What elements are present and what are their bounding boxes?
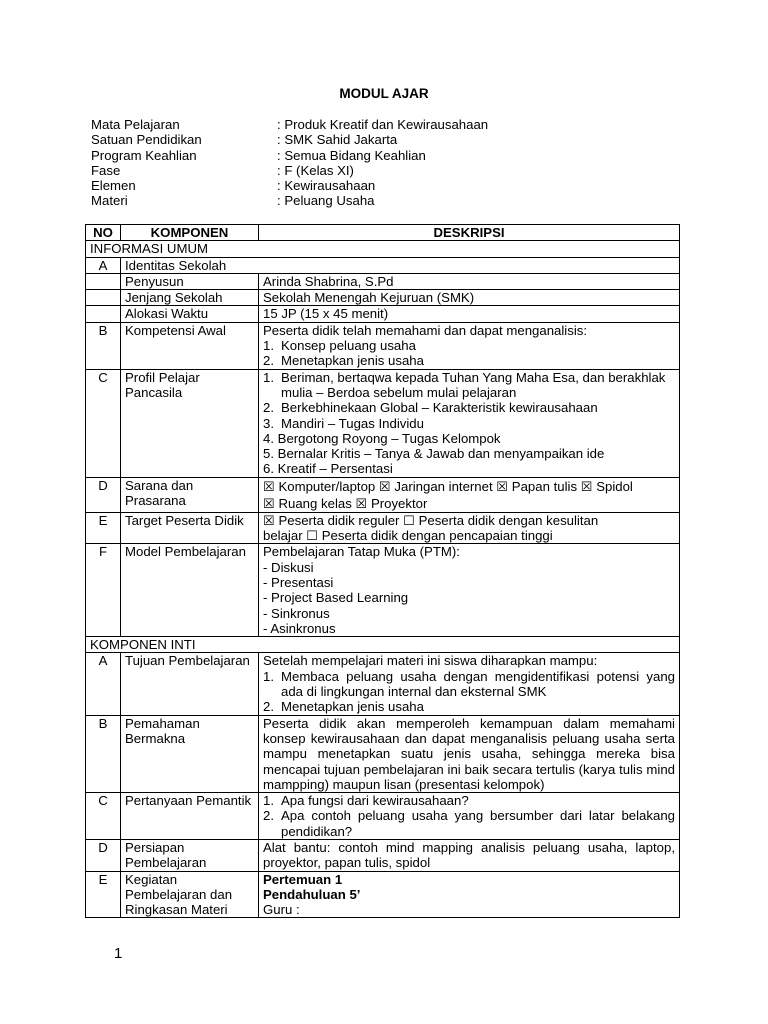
- table-row-jenjang: [86, 290, 680, 306]
- table-row-alokasi: [86, 306, 680, 322]
- row-deskripsi: Sekolah Menengah Kejuruan (SMK): [259, 290, 680, 306]
- meta-row-program-keahlian: [91, 148, 691, 163]
- row-deskripsi: [259, 793, 680, 840]
- row-no: C: [86, 793, 121, 840]
- item-text: Menetapkan jenis usaha: [281, 699, 424, 715]
- list-item: [263, 446, 675, 461]
- item-text: Konsep peluang usaha: [281, 338, 416, 354]
- meta-row-mata-pelajaran: [91, 117, 691, 132]
- row-deskripsi: Arinda Shabrina, S.Pd: [259, 273, 680, 289]
- module-info: [91, 117, 691, 209]
- row-komponen: Tujuan Pembelajaran: [121, 653, 259, 715]
- row-komponen: Identitas Sekolah: [121, 257, 680, 273]
- table-row-penyusun: [86, 273, 680, 289]
- header-deskripsi: DESKRIPSI: [259, 225, 680, 241]
- checkbox-line: ☒ Ruang kelas ☒ Proyektor: [263, 495, 428, 511]
- table-row-pertanyaan: [86, 793, 680, 840]
- row-deskripsi: 15 JP (15 x 45 menit): [259, 306, 680, 322]
- row-deskripsi: [259, 369, 680, 477]
- row-deskripsi: [259, 322, 680, 369]
- table-row-kompetensi-awal: [86, 322, 680, 369]
- list-item: - Project Based Learning: [263, 590, 409, 606]
- section-title: INFORMASI UMUM: [86, 241, 680, 257]
- list-item: [263, 793, 675, 808]
- list-item: [263, 669, 675, 700]
- row-no: D: [86, 477, 121, 512]
- checkbox-line: ☒ Komputer/laptop ☒ Jaringan internet ☒ Papan tulis ☒ Spidol: [263, 478, 633, 494]
- item-text: Apa fungsi dari kewirausahaan?: [281, 793, 469, 809]
- meta-label: Materi: [91, 193, 128, 209]
- row-deskripsi: [259, 544, 680, 637]
- role-label: Guru :: [263, 902, 300, 918]
- row-no: A: [86, 257, 121, 273]
- numbered-list: [263, 793, 675, 839]
- meta-label: Program Keahlian: [91, 147, 197, 163]
- row-komponen: Kegiatan Pembelajaran dan Ringkasan Materi: [121, 871, 259, 918]
- row-no-empty: [86, 290, 121, 306]
- list-item: - Sinkronus: [263, 605, 330, 621]
- desc-intro: Setelah mempelajari materi ini siswa diharapkan mampu:: [263, 653, 598, 669]
- row-deskripsi: Alat bantu: contoh mind mapping analisis peluang usaha, laptop, proyektor, papan tulis, spidol: [259, 839, 680, 871]
- item-text: 6. Kreatif – Persentasi: [263, 461, 393, 477]
- meta-row-materi: [91, 193, 691, 208]
- table-row-model: [86, 544, 680, 637]
- row-no-empty: [86, 273, 121, 289]
- meta-value: : SMK Sahid Jakarta: [277, 132, 398, 148]
- row-no: B: [86, 322, 121, 369]
- list-item: [263, 338, 675, 353]
- row-no: A: [86, 653, 121, 715]
- meta-label: Elemen: [91, 178, 136, 194]
- desc-intro: Peserta didik telah memahami dan dapat menganalisis:: [263, 322, 588, 338]
- item-number: 2.: [263, 400, 274, 416]
- item-text: 5. Bernalar Kritis – Tanya & Jawab dan menyampaikan ide: [263, 446, 605, 462]
- meta-row-fase: [91, 163, 691, 178]
- list-item: - Diskusi: [263, 559, 314, 575]
- item-text: Membaca peluang usaha dengan mengidentifikasi potensi yang ada di lingkungan internal dan eksternal SMK: [281, 668, 675, 700]
- row-komponen: Model Pembelajaran: [121, 544, 259, 637]
- table-header-row: [86, 225, 680, 241]
- table-row-profil-pelajar: [86, 369, 680, 477]
- document-title: MODUL AJAR: [339, 86, 429, 101]
- row-komponen: Target Peserta Didik: [121, 512, 259, 544]
- table-row-kegiatan: [86, 871, 680, 918]
- row-no: E: [86, 871, 121, 918]
- table-row-persiapan: [86, 839, 680, 871]
- list-item: [263, 416, 675, 431]
- item-number: 1.: [263, 369, 274, 385]
- row-deskripsi: Peserta didik akan memperoleh kemampuan dalam memahami konsep kewirausahaan dan dapat menganalisis peluang usaha serta mampu menetapkan suatu jenis usaha, sehingga mereka bisa mencapai tujuan pembelajaran ini baik secara tertulis (karya tulis mind mampping) maupun lisan (presentasi kelompok): [259, 715, 680, 792]
- list-item: [263, 370, 675, 401]
- item-text: Berkebhinekaan Global – Karakteristik kewirausahaan: [281, 400, 598, 416]
- table-row-tujuan: [86, 653, 680, 715]
- header-komponen: KOMPONEN: [121, 225, 259, 241]
- item-text: 4. Bergotong Royong – Tugas Kelompok: [263, 430, 501, 446]
- table-row-pemahaman: [86, 715, 680, 792]
- row-komponen: Jenjang Sekolah: [121, 290, 259, 306]
- item-number: 2.: [263, 808, 274, 824]
- table-row-target-peserta: [86, 512, 680, 544]
- row-komponen: Alokasi Waktu: [121, 306, 259, 322]
- section-row-komponen-inti: [86, 637, 680, 653]
- item-number: 1.: [263, 668, 274, 684]
- row-deskripsi: [259, 653, 680, 715]
- row-komponen: Persiapan Pembelajaran: [121, 839, 259, 871]
- numbered-list: [263, 338, 675, 369]
- item-text: Beriman, bertaqwa kepada Tuhan Yang Maha Esa, dan berakhlak mulia – Berdoa sebelum mulai pelajaran: [281, 369, 666, 400]
- row-komponen: Kompetensi Awal: [121, 322, 259, 369]
- item-text: Menetapkan jenis usaha: [281, 353, 424, 369]
- row-komponen: Pemahaman Bermakna: [121, 715, 259, 792]
- row-deskripsi: [259, 512, 680, 544]
- checkbox-line: belajar ☐ Peserta didik dengan pencapaian tinggi: [263, 528, 553, 544]
- item-text: Apa contoh peluang usaha yang bersumber dari latar belakang pendidikan?: [281, 808, 675, 839]
- row-komponen: Penyusun: [121, 273, 259, 289]
- item-number: 3.: [263, 415, 274, 431]
- page-number: 1: [114, 945, 123, 962]
- meta-value: : Semua Bidang Keahlian: [277, 147, 426, 163]
- row-deskripsi: [259, 477, 680, 512]
- numbered-list: [263, 669, 675, 715]
- meta-value: : F (Kelas XI): [277, 162, 354, 178]
- list-item: - Presentasi: [263, 574, 334, 590]
- row-no: D: [86, 839, 121, 871]
- list-item: - Asinkronus: [263, 620, 336, 636]
- section-row-informasi-umum: [86, 241, 680, 257]
- row-no-empty: [86, 306, 121, 322]
- checkbox-line: ☒ Peserta didik reguler ☐ Peserta didik dengan kesulitan: [263, 512, 599, 528]
- list-item: [263, 699, 675, 714]
- row-no: B: [86, 715, 121, 792]
- row-no: C: [86, 369, 121, 477]
- list-item: [263, 461, 675, 476]
- item-text: Mandiri – Tugas Individu: [281, 415, 424, 431]
- meta-label: Fase: [91, 162, 121, 178]
- meta-label: Satuan Pendidikan: [91, 132, 202, 148]
- list-item: [263, 353, 675, 368]
- table-row-sarana: [86, 477, 680, 512]
- list-item: [263, 431, 675, 446]
- row-komponen: Sarana dan Prasarana: [121, 477, 259, 512]
- item-number: 2.: [263, 353, 274, 369]
- meta-row-satuan-pendidikan: [91, 132, 691, 147]
- numbered-list: [263, 370, 675, 477]
- list-item: [263, 808, 675, 839]
- row-no: F: [86, 544, 121, 637]
- meeting-heading: Pertemuan 1: [263, 871, 343, 887]
- phase-heading: Pendahuluan 5’: [263, 886, 361, 902]
- meta-value: : Peluang Usaha: [277, 193, 375, 209]
- row-no: E: [86, 512, 121, 544]
- item-number: 1.: [263, 338, 274, 354]
- meta-label: Mata Pelajaran: [91, 117, 180, 132]
- header-no: NO: [86, 225, 121, 241]
- desc-intro: Pembelajaran Tatap Muka (PTM):: [263, 544, 460, 560]
- meta-value: : Produk Kreatif dan Kewirausahaan: [277, 117, 489, 132]
- row-komponen: Pertanyaan Pemantik: [121, 793, 259, 840]
- section-title: KOMPONEN INTI: [86, 637, 680, 653]
- item-number: 2.: [263, 699, 274, 715]
- table-row-identitas: [86, 257, 680, 273]
- row-deskripsi: [259, 871, 680, 918]
- meta-value: : Kewirausahaan: [277, 178, 376, 194]
- row-komponen: Profil Pelajar Pancasila: [121, 369, 259, 477]
- meta-row-elemen: [91, 178, 691, 193]
- list-item: [263, 400, 675, 415]
- module-table: [85, 224, 680, 918]
- item-number: 1.: [263, 793, 274, 809]
